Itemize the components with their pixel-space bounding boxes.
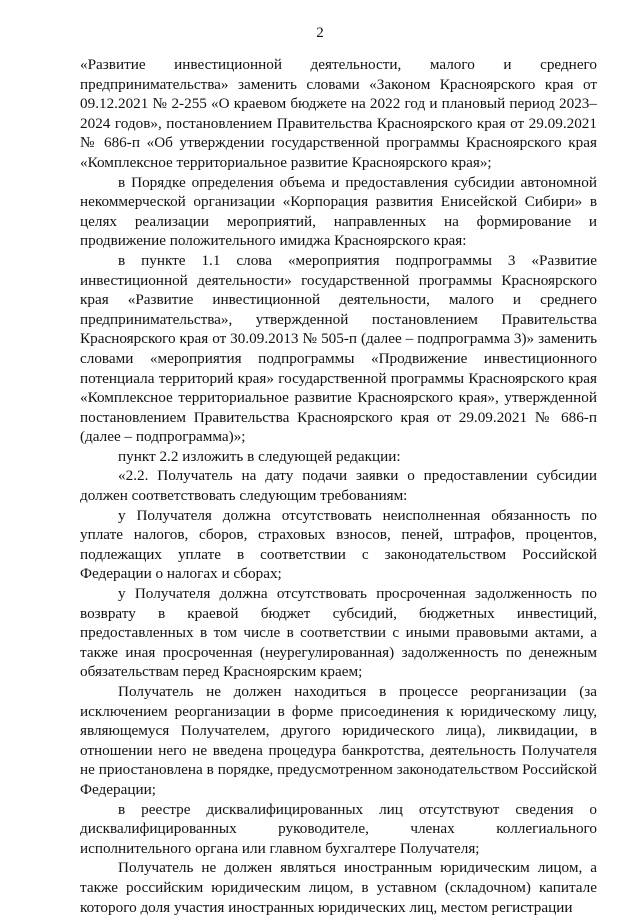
paragraph-2: в Порядке определения объема и предоставления субсидии автономной некоммерческой организации «Корпорация развития Енисейской Сибири» в целях реализации мероприятий, направленных на формирование и продвижение положительного имиджа Красноярского края: <box>80 173 597 250</box>
paragraph-5: «2.2. Получатель на дату подачи заявки о предоставлении субсидии должен соответствовать следующим требованиям: <box>80 467 597 505</box>
paragraph-1: «Развитие инвестиционной деятельности, малого и среднего предпринимательства» заменить словами «Законом Красноярского края от 09.12.2021 № 2-255 «О краевом бюджете на 2022 год и плановый период 2023–2024 годов», постановлением Правительства Красноярского края от 29.09.2021 № 686-п «Об утверждении государственной программы Красноярского края «Комплексное территориальное развитие Красноярского края»; <box>80 56 597 171</box>
paragraph-10: Получатель не должен являться иностранным юридическим лицом, а также российским юридическим лицом, в уставном (складочном) капитале которого доля участия иностранных юридических лиц, местом регистрации <box>80 859 597 916</box>
paragraph-8: Получатель не должен находиться в процессе реорганизации (за исключением реорганизации в форме присоединения к юридическому лицу, являющемуся Получателем, другого юридического лица), ликвидации, в отношении него не введена процедура банкротства, деятельность Получателя не приостановлена в порядке, предусмотренном законодательством Российской Федерации; <box>80 683 597 798</box>
paragraph-6: у Получателя должна отсутствовать неисполненная обязанность по уплате налогов, сборов, страховых взносов, пеней, штрафов, процентов, подлежащих уплате в соответствии с законодательством Российской Федерации о налогах и сборах; <box>80 506 597 583</box>
paragraph-9: в реестре дисквалифицированных лиц отсутствуют сведения о дисквалифицированных руководителе, членах коллегиального исполнительного органа или главном бухгалтере Получателя; <box>80 800 597 857</box>
document-body <box>80 55 597 917</box>
page-number: 2 <box>316 25 324 41</box>
paragraph-3: в пункте 1.1 слова «мероприятия подпрограммы 3 «Развитие инвестиционной деятельности» государственной программы Красноярского края «Развитие инвестиционной деятельности, малого и среднего предпринимательства», утвержденной постановлением Правительства Красноярского края от 30.09.2013 № 505-п (далее – подпрограмма 3)» заменить словами «мероприятия подпрограммы «Продвижение инвестиционного потенциала территорий края» государственной программы Красноярского края «Комплексное территориальное развитие Красноярского края», утвержденной постановлением Правительства Красноярского края от 29.09.2021 № 686-п (далее – подпрограмма)»; <box>80 251 597 446</box>
paragraph-7: у Получателя должна отсутствовать просроченная задолженность по возврату в краевой бюджет субсидий, бюджетных инвестиций, предоставленных в том числе в соответствии с иными правовыми актами, а также иная просроченная (неурегулированная) задолженность по денежным обязательствам перед Красноярским краем; <box>80 585 597 681</box>
paragraph-4: пункт 2.2 изложить в следующей редакции: <box>118 447 401 465</box>
